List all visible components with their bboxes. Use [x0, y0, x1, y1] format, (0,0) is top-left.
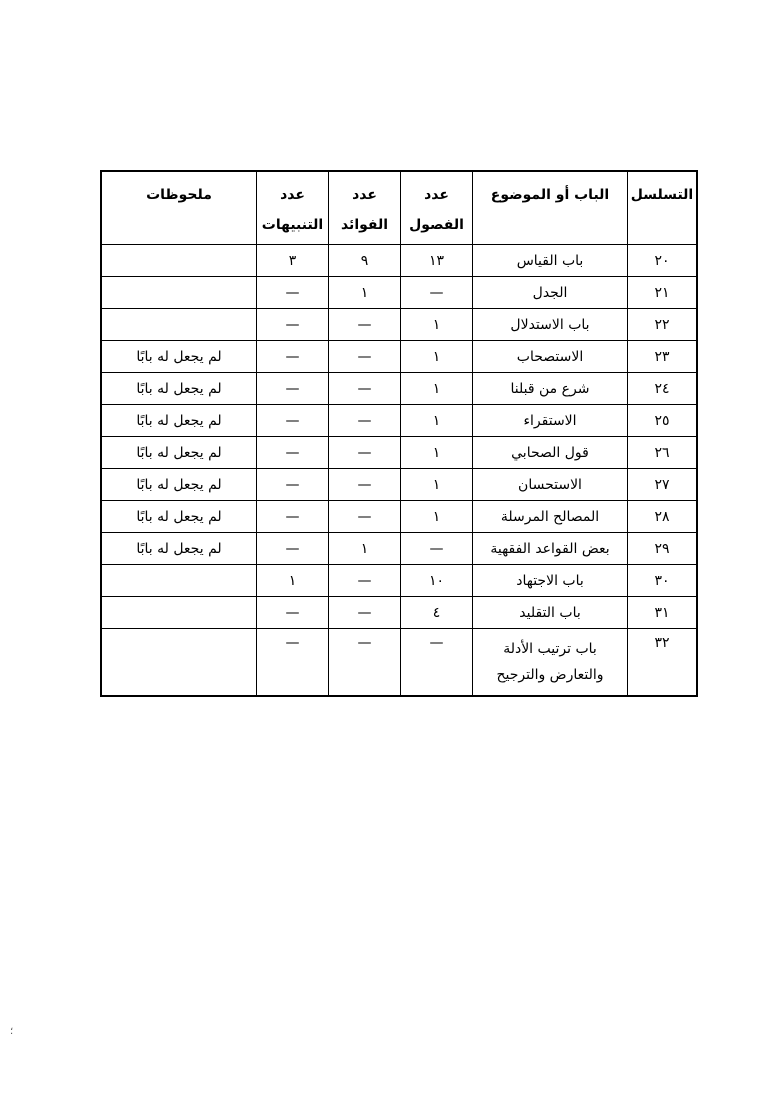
cell-seq: ٢٥ — [628, 405, 698, 437]
table-row — [101, 405, 697, 437]
header-notes: ملحوظات — [101, 171, 257, 245]
header-chapters — [401, 171, 473, 245]
cell-chapters: ١ — [401, 501, 473, 533]
cell-benefits: — — [329, 309, 401, 341]
cell-notes: لم يجعل له بابًا — [101, 533, 257, 565]
cell-notices: — — [257, 309, 329, 341]
header-topic: الباب أو الموضوع — [473, 171, 628, 245]
table-row — [101, 469, 697, 501]
cell-benefits: — — [329, 405, 401, 437]
cell-seq: ٢٣ — [628, 341, 698, 373]
margin-mark: ؛ — [10, 1026, 14, 1037]
cell-chapters: — — [401, 533, 473, 565]
cell-notes: لم يجعل له بابًا — [101, 373, 257, 405]
cell-seq: ٢٧ — [628, 469, 698, 501]
header-notices-line1: عدد — [280, 187, 305, 203]
cell-notes — [101, 277, 257, 309]
table-row — [101, 533, 697, 565]
header-row — [101, 171, 697, 245]
cell-topic-line1: باب ترتيب الأدلة — [503, 641, 597, 657]
cell-chapters: ١ — [401, 437, 473, 469]
cell-benefits: ١ — [329, 533, 401, 565]
cell-topic: الاستقراء — [473, 405, 628, 437]
table-row — [101, 437, 697, 469]
cell-chapters: ١ — [401, 469, 473, 501]
cell-topic: قول الصحابي — [473, 437, 628, 469]
cell-notices: — — [257, 373, 329, 405]
cell-benefits: — — [329, 501, 401, 533]
cell-notes — [101, 565, 257, 597]
header-seq: التسلسل — [628, 171, 698, 245]
cell-seq: ٢٨ — [628, 501, 698, 533]
cell-notices: — — [257, 405, 329, 437]
cell-notices: — — [257, 469, 329, 501]
table-row — [101, 341, 697, 373]
cell-topic: الاستصحاب — [473, 341, 628, 373]
cell-topic: باب الاجتهاد — [473, 565, 628, 597]
header-benefits-line2: الفوائد — [340, 217, 389, 233]
cell-topic: باب التقليد — [473, 597, 628, 629]
cell-topic: بعض القواعد الفقهية — [473, 533, 628, 565]
header-benefits — [329, 171, 401, 245]
cell-benefits: — — [329, 597, 401, 629]
cell-seq: ٢٦ — [628, 437, 698, 469]
cell-chapters: ١٣ — [401, 245, 473, 277]
cell-topic: الجدل — [473, 277, 628, 309]
cell-benefits: — — [329, 469, 401, 501]
cell-seq: ٢٢ — [628, 309, 698, 341]
cell-notes — [101, 597, 257, 629]
cell-notes: لم يجعل له بابًا — [101, 341, 257, 373]
table-row — [101, 309, 697, 341]
cell-notes: لم يجعل له بابًا — [101, 469, 257, 501]
cell-benefits: — — [329, 373, 401, 405]
cell-seq: ٢٤ — [628, 373, 698, 405]
cell-topic — [473, 629, 628, 697]
table-row — [101, 501, 697, 533]
cell-notices: — — [257, 277, 329, 309]
table-row — [101, 597, 697, 629]
cell-notices: — — [257, 501, 329, 533]
header-chapters-line1: عدد — [424, 187, 449, 203]
cell-notes: لم يجعل له بابًا — [101, 437, 257, 469]
cell-benefits: — — [329, 565, 401, 597]
cell-notices: — — [257, 341, 329, 373]
table-header — [101, 171, 697, 245]
cell-benefits: — — [329, 437, 401, 469]
cell-benefits: ٩ — [329, 245, 401, 277]
cell-topic: شرع من قبلنا — [473, 373, 628, 405]
table-row — [101, 373, 697, 405]
cell-notices: — — [257, 629, 329, 697]
cell-notes: لم يجعل له بابًا — [101, 405, 257, 437]
cell-topic-line2: والتعارض والترجيح — [496, 667, 604, 683]
header-notices — [257, 171, 329, 245]
cell-notices: — — [257, 597, 329, 629]
cell-benefits: — — [329, 629, 401, 697]
cell-seq: ٣٠ — [628, 565, 698, 597]
cell-chapters: ١ — [401, 309, 473, 341]
cell-seq: ٣٢ — [628, 629, 698, 697]
cell-seq: ٢٠ — [628, 245, 698, 277]
cell-seq: ٢٩ — [628, 533, 698, 565]
cell-notices: — — [257, 437, 329, 469]
cell-topic: الاستحسان — [473, 469, 628, 501]
cell-benefits: — — [329, 341, 401, 373]
cell-chapters: ١ — [401, 373, 473, 405]
table-body — [101, 245, 697, 697]
table-row — [101, 565, 697, 597]
cell-chapters: — — [401, 629, 473, 697]
cell-topic: باب القياس — [473, 245, 628, 277]
header-notices-line2: التنبيهات — [261, 217, 324, 233]
table-row — [101, 629, 697, 697]
cell-seq: ٢١ — [628, 277, 698, 309]
cell-notices: ١ — [257, 565, 329, 597]
cell-notices: — — [257, 533, 329, 565]
cell-notes — [101, 309, 257, 341]
table-row — [101, 245, 697, 277]
cell-notes — [101, 629, 257, 697]
cell-chapters: ٤ — [401, 597, 473, 629]
cell-topic: باب الاستدلال — [473, 309, 628, 341]
cell-notices: ٣ — [257, 245, 329, 277]
header-chapters-line2: الفصول — [409, 217, 464, 233]
cell-benefits: ١ — [329, 277, 401, 309]
header-benefits-line1: عدد — [352, 187, 377, 203]
table-row — [101, 277, 697, 309]
cell-notes — [101, 245, 257, 277]
cell-chapters: ١٠ — [401, 565, 473, 597]
cell-chapters: ١ — [401, 341, 473, 373]
cell-topic: المصالح المرسلة — [473, 501, 628, 533]
cell-chapters: — — [401, 277, 473, 309]
chapters-index-table — [100, 170, 698, 697]
cell-seq: ٣١ — [628, 597, 698, 629]
cell-chapters: ١ — [401, 405, 473, 437]
cell-notes: لم يجعل له بابًا — [101, 501, 257, 533]
